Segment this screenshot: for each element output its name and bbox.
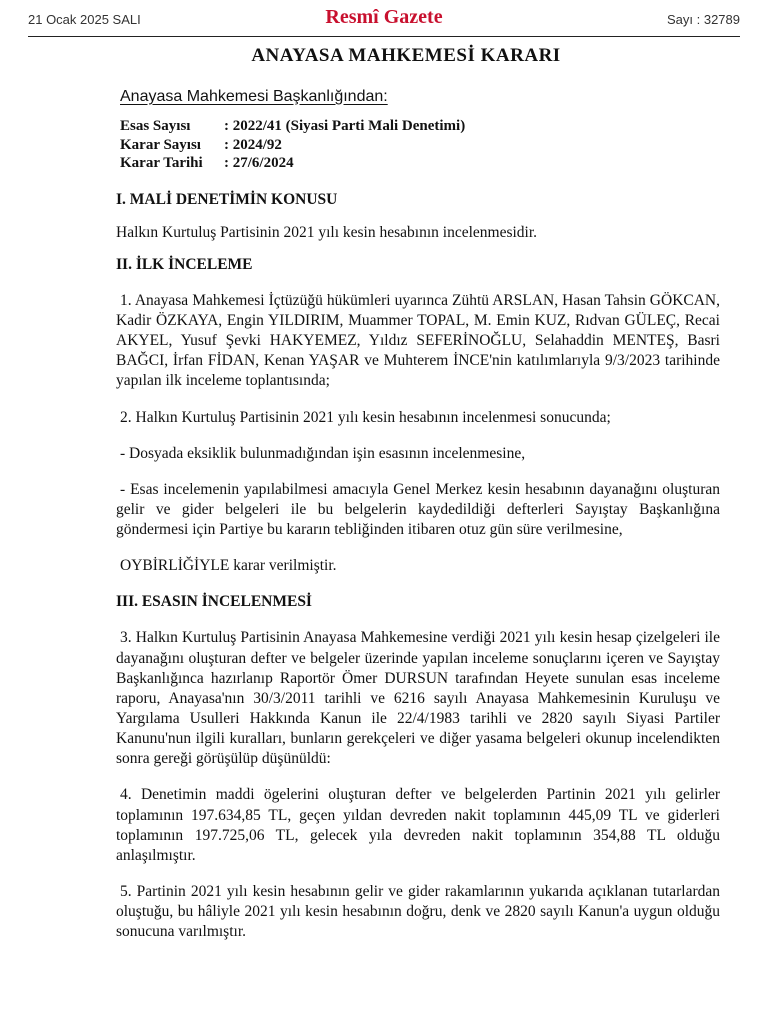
issuing-authority: Anayasa Mahkemesi Başkanlığından: (120, 87, 388, 105)
header-divider (28, 36, 740, 37)
meta-value: : 2024/92 (224, 136, 282, 153)
paragraph-4: 4. Denetimin maddi ögelerini oluşturan defter ve belgelerden Partinin 2021 yılı gelirler toplamının 197.634,85 TL, geçen yıldan devreden nakit toplamının 445,09 TL ve giderleri toplamının 197.725,06 TL, gelecek yıla devreden nakit toplamının 354,88 TL olduğu anlaşılmıştır. (116, 786, 720, 864)
paragraph-2: 2. Halkın Kurtuluş Partisinin 2021 yılı kesin hesabının incelenmesi sonucunda; (120, 408, 611, 426)
meta-label: Karar Tarihi (120, 155, 203, 172)
meta-case-number (120, 117, 720, 135)
section-heading-preliminary: II. İLK İNCELEME (116, 255, 253, 273)
section-heading-merits: III. ESASIN İNCELENMESİ (116, 593, 312, 611)
meta-decision-date (120, 154, 720, 172)
section-heading-subject: I. MALİ DENETİMİN KONUSU (116, 191, 338, 209)
paragraph-2-ruling: OYBİRLİĞİYLE karar verilmiştir. (120, 557, 337, 575)
paragraph-1: 1. Anayasa Mahkemesi İçtüzüğü hükümleri uyarınca Zühtü ARSLAN, Hasan Tahsin GÖKCAN, Kadir ÖZKAYA, Engin YILDIRIM, Muammer TOPAL, M. Emin KUZ, Rıdvan GÜLEÇ, Recai AKYEL, Yusuf Şevki HAKYEMEZ, Yıldız SEFERİNOĞLU, Selahaddin MENTEŞ, Basri BAĞCI, İrfan FİDAN, Kenan YAŞAR ve Muhterem İNCE'nin katılımlarıyla 9/3/2023 tarihinde yapılan ilk inceleme toplantısında; (116, 291, 720, 390)
subject-text: Halkın Kurtuluş Partisinin 2021 yılı kesin hesabının incelenmesidir. (116, 223, 538, 241)
meta-value: : 27/6/2024 (224, 155, 294, 172)
issue-number: Sayı : 32789 (667, 12, 740, 27)
meta-decision-number (120, 136, 720, 154)
meta-value: : 2022/41 (Siyasi Parti Mali Denetimi) (224, 118, 466, 135)
paragraph-2-item-b: - Esas incelemenin yapılabilmesi amacıyla Genel Merkez kesin hesabının dayanağını oluşturan gelir ve gider belgeleri ile bu belgelerin kaydedildiği defterleri Sayıştay Başkanlığına göndermesi için Partiye bu kararın tebliğinden itibaren otuz gün süre verilmesine, (116, 480, 720, 539)
meta-label: Esas Sayısı (120, 118, 191, 135)
publication-date: 21 Ocak 2025 SALI (28, 12, 141, 27)
gazette-header (28, 8, 740, 32)
paragraph-2-item-a: - Dosyada eksiklik bulunmadığından işin esasının incelenmesine, (120, 444, 526, 462)
meta-label: Karar Sayısı (120, 136, 201, 153)
document-title: ANAYASA MAHKEMESİ KARARI (251, 45, 561, 66)
paragraph-3: 3. Halkın Kurtuluş Partisinin Anayasa Mahkemesine verdiği 2021 yılı kesin hesap çizelgeleri ile dayanağını oluşturan defter ve belgeler üzerinde yapılan inceleme sonuçlarını içeren ve Sayıştay Başkanlığınca hazırlanıp Raportör Ömer DURSUN tarafından Heyete sunulan esas inceleme raporu, Anayasa'nın 30/3/2011 tarihli ve 6216 sayılı Anayasa Mahkemesinin Kuruluşu ve Yargılama Usulleri Hakkında Kanun ile 22/4/1983 tarihli ve 2820 sayılı Siyasi Partiler Kanunu'nun ilgili kuralları, bunların gerekçeleri ve diğer yasama belgeleri okunup incelendikten sonra gereği görüşülüp düşünüldü: (116, 629, 720, 768)
paragraph-5: 5. Partinin 2021 yılı kesin hesabının gelir ve gider rakamlarının yukarıda açıklanan tutarlardan oluştuğu, bu hâliyle 2021 yılı kesin hesabının doğru, denk ve 2820 sayılı Kanun'a uygun olduğu sonucuna varılmıştır. (116, 883, 720, 941)
gazette-title: Resmî Gazete (325, 6, 443, 28)
decision-body (116, 44, 720, 942)
